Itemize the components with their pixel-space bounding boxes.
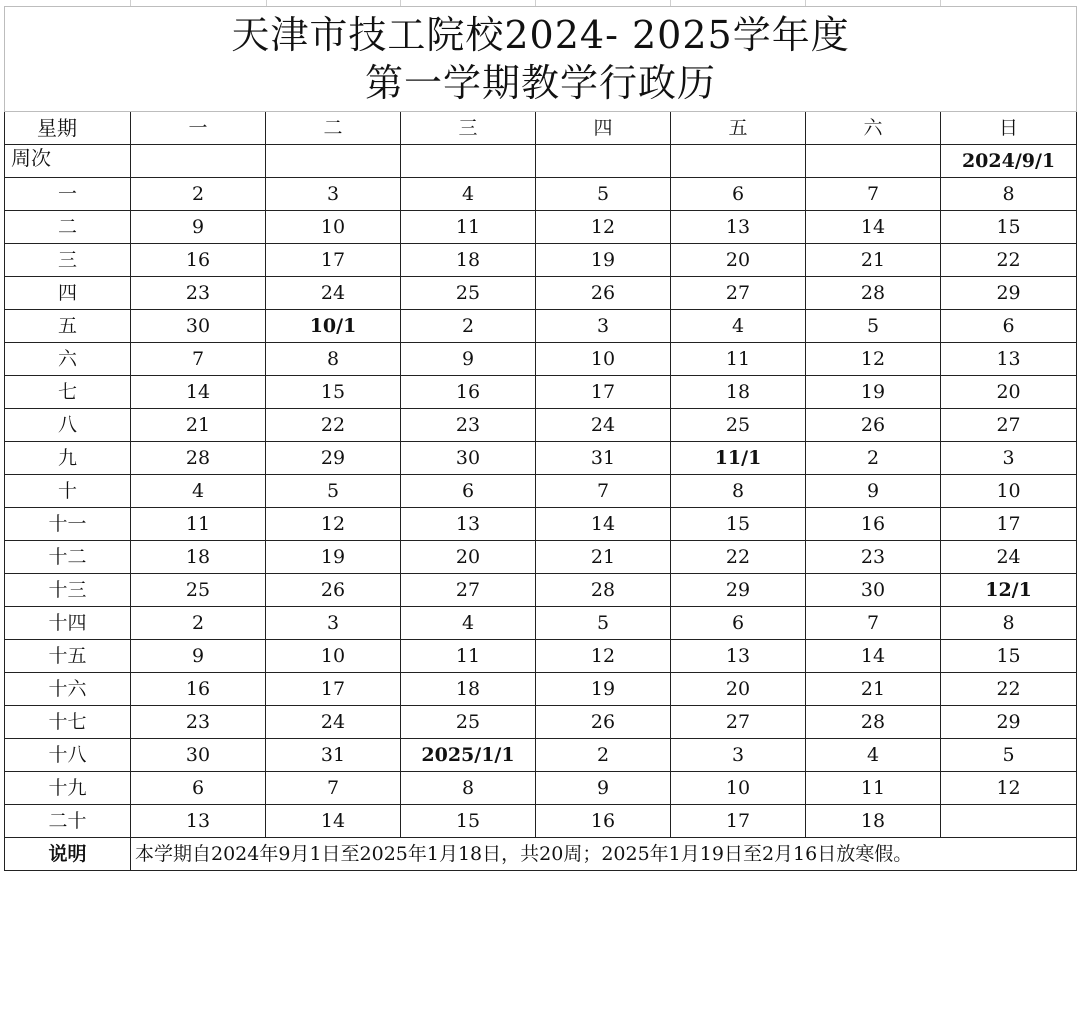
calendar-table (4, 6, 1077, 871)
date-cell: 3 (266, 178, 401, 211)
date-cell: 8 (941, 178, 1077, 211)
date-cell: 11 (131, 508, 266, 541)
date-cell: 13 (401, 508, 536, 541)
date-cell: 13 (671, 211, 806, 244)
page-title: 天津市技工院校2024- 2025学年度 (231, 13, 850, 57)
title-cell (5, 7, 1077, 112)
date-cell: 16 (131, 244, 266, 277)
date-cell: 11 (671, 343, 806, 376)
page-subtitle: 第一学期教学行政历 (365, 61, 717, 105)
date-cell (536, 145, 671, 178)
date-cell: 8 (941, 607, 1077, 640)
date-cell: 19 (266, 541, 401, 574)
date-cell: 14 (131, 376, 266, 409)
date-cell: 22 (941, 244, 1077, 277)
date-cell: 19 (536, 673, 671, 706)
week-label: 一 (5, 178, 131, 211)
date-cell: 25 (131, 574, 266, 607)
date-cell: 29 (266, 442, 401, 475)
date-cell: 19 (536, 244, 671, 277)
date-cell: 26 (536, 706, 671, 739)
date-cell: 17 (266, 244, 401, 277)
date-cell: 15 (401, 805, 536, 838)
week-label: 十一 (5, 508, 131, 541)
week-label: 十二 (5, 541, 131, 574)
date-cell: 18 (131, 541, 266, 574)
date-cell (806, 145, 941, 178)
week-row (5, 805, 1077, 838)
date-cell: 20 (941, 376, 1077, 409)
week-row (5, 442, 1077, 475)
week-label: 十七 (5, 706, 131, 739)
week-row (5, 574, 1077, 607)
start-row (5, 145, 1077, 178)
date-cell: 9 (131, 211, 266, 244)
date-cell: 5 (806, 310, 941, 343)
date-cell: 3 (536, 310, 671, 343)
date-cell: 21 (806, 244, 941, 277)
date-cell: 25 (401, 706, 536, 739)
date-cell: 31 (536, 442, 671, 475)
week-row (5, 772, 1077, 805)
week-row (5, 376, 1077, 409)
note-row (5, 838, 1077, 871)
date-cell: 22 (671, 541, 806, 574)
date-cell: 11 (806, 772, 941, 805)
week-label: 十六 (5, 673, 131, 706)
week-row (5, 343, 1077, 376)
date-cell: 9 (131, 640, 266, 673)
date-cell: 18 (401, 673, 536, 706)
date-cell: 10 (266, 211, 401, 244)
week-label: 八 (5, 409, 131, 442)
weekday-header: 四 (536, 112, 671, 145)
week-label: 十三 (5, 574, 131, 607)
date-cell: 19 (806, 376, 941, 409)
date-cell: 24 (941, 541, 1077, 574)
date-cell: 17 (536, 376, 671, 409)
date-cell: 20 (671, 244, 806, 277)
week-label: 二 (5, 211, 131, 244)
note-label: 说明 (5, 838, 131, 871)
date-cell: 4 (131, 475, 266, 508)
week-row (5, 277, 1077, 310)
date-cell: 30 (401, 442, 536, 475)
date-cell: 5 (266, 475, 401, 508)
date-cell: 7 (806, 607, 941, 640)
date-cell: 30 (806, 574, 941, 607)
weekday-header: 六 (806, 112, 941, 145)
date-cell: 10 (266, 640, 401, 673)
date-cell: 22 (941, 673, 1077, 706)
date-cell: 6 (671, 607, 806, 640)
week-row (5, 310, 1077, 343)
date-cell: 10 (941, 475, 1077, 508)
date-cell: 11 (401, 211, 536, 244)
week-label: 三 (5, 244, 131, 277)
date-cell: 7 (131, 343, 266, 376)
date-cell: 25 (671, 409, 806, 442)
week-row (5, 409, 1077, 442)
date-cell: 5 (536, 607, 671, 640)
date-cell: 21 (536, 541, 671, 574)
date-cell: 16 (536, 805, 671, 838)
date-cell: 9 (401, 343, 536, 376)
date-cell (941, 805, 1077, 838)
date-cell: 17 (671, 805, 806, 838)
date-cell: 18 (401, 244, 536, 277)
week-label: 七 (5, 376, 131, 409)
date-cell: 30 (131, 739, 266, 772)
date-cell: 23 (131, 277, 266, 310)
date-cell: 12 (806, 343, 941, 376)
date-cell: 4 (806, 739, 941, 772)
date-cell: 2 (536, 739, 671, 772)
corner-header-cell (5, 112, 131, 170)
date-cell: 3 (941, 442, 1077, 475)
date-cell: 17 (941, 508, 1077, 541)
date-cell: 10/1 (266, 310, 401, 343)
date-cell: 14 (536, 508, 671, 541)
date-cell: 30 (131, 310, 266, 343)
date-cell: 22 (266, 409, 401, 442)
corner-weekday-label: 星期 (37, 116, 77, 140)
date-cell: 8 (401, 772, 536, 805)
date-cell: 13 (131, 805, 266, 838)
date-cell: 16 (401, 376, 536, 409)
weekday-header: 三 (401, 112, 536, 145)
week-label: 二十 (5, 805, 131, 838)
date-cell: 15 (941, 640, 1077, 673)
date-cell: 16 (131, 673, 266, 706)
date-cell: 25 (401, 277, 536, 310)
date-cell: 24 (536, 409, 671, 442)
date-cell: 4 (401, 178, 536, 211)
date-cell: 12 (266, 508, 401, 541)
week-row (5, 508, 1077, 541)
date-cell: 2 (806, 442, 941, 475)
date-cell: 12/1 (941, 574, 1077, 607)
week-row (5, 640, 1077, 673)
corner-week-label: 周次 (11, 146, 51, 170)
weekday-header-row (5, 112, 1077, 145)
date-cell: 16 (806, 508, 941, 541)
date-cell: 31 (266, 739, 401, 772)
date-cell: 27 (401, 574, 536, 607)
date-cell: 12 (941, 772, 1077, 805)
date-cell: 6 (401, 475, 536, 508)
week-label: 十五 (5, 640, 131, 673)
date-cell: 3 (671, 739, 806, 772)
date-cell: 21 (806, 673, 941, 706)
date-cell: 9 (806, 475, 941, 508)
date-cell: 7 (266, 772, 401, 805)
date-cell: 2 (131, 607, 266, 640)
date-cell: 7 (806, 178, 941, 211)
weekday-header: 五 (671, 112, 806, 145)
date-cell (671, 145, 806, 178)
date-cell: 11/1 (671, 442, 806, 475)
date-cell: 27 (671, 277, 806, 310)
date-cell: 26 (806, 409, 941, 442)
date-cell: 8 (266, 343, 401, 376)
date-cell: 4 (671, 310, 806, 343)
date-cell: 14 (806, 211, 941, 244)
date-cell: 20 (671, 673, 806, 706)
date-cell: 15 (941, 211, 1077, 244)
date-cell: 2 (131, 178, 266, 211)
date-cell: 12 (536, 640, 671, 673)
week-label: 九 (5, 442, 131, 475)
date-cell: 8 (671, 475, 806, 508)
week-label: 六 (5, 343, 131, 376)
note-text: 本学期自2024年9月1日至2025年1月18日，共20周；2025年1月19日至2月16日放寒假。 (131, 838, 1077, 871)
date-cell: 24 (266, 706, 401, 739)
week-row (5, 178, 1077, 211)
week-label: 四 (5, 277, 131, 310)
date-cell: 3 (266, 607, 401, 640)
weekday-header: 一 (131, 112, 266, 145)
week-row (5, 673, 1077, 706)
date-cell: 2024/9/1 (941, 145, 1077, 178)
week-row (5, 541, 1077, 574)
date-cell: 23 (131, 706, 266, 739)
date-cell: 27 (671, 706, 806, 739)
date-cell: 26 (266, 574, 401, 607)
week-row (5, 607, 1077, 640)
date-cell: 24 (266, 277, 401, 310)
date-cell: 20 (401, 541, 536, 574)
date-cell: 15 (671, 508, 806, 541)
date-cell: 4 (401, 607, 536, 640)
date-cell: 10 (536, 343, 671, 376)
week-row (5, 475, 1077, 508)
date-cell: 28 (536, 574, 671, 607)
week-row (5, 211, 1077, 244)
date-cell: 5 (941, 739, 1077, 772)
date-cell: 27 (941, 409, 1077, 442)
date-cell: 23 (401, 409, 536, 442)
date-cell: 5 (536, 178, 671, 211)
date-cell: 11 (401, 640, 536, 673)
date-cell: 9 (536, 772, 671, 805)
week-label: 十四 (5, 607, 131, 640)
weekday-header: 日 (941, 112, 1077, 145)
week-label: 五 (5, 310, 131, 343)
date-cell: 28 (806, 706, 941, 739)
date-cell: 14 (266, 805, 401, 838)
date-cell: 18 (671, 376, 806, 409)
date-cell: 28 (131, 442, 266, 475)
date-cell: 2 (401, 310, 536, 343)
date-cell: 29 (671, 574, 806, 607)
date-cell (131, 145, 266, 178)
date-cell: 6 (131, 772, 266, 805)
date-cell: 21 (131, 409, 266, 442)
date-cell: 10 (671, 772, 806, 805)
date-cell: 18 (806, 805, 941, 838)
date-cell: 6 (941, 310, 1077, 343)
date-cell (401, 145, 536, 178)
date-cell (266, 145, 401, 178)
date-cell: 7 (536, 475, 671, 508)
date-cell: 29 (941, 277, 1077, 310)
week-row (5, 244, 1077, 277)
date-cell: 12 (536, 211, 671, 244)
date-cell: 13 (941, 343, 1077, 376)
date-cell: 17 (266, 673, 401, 706)
week-row (5, 739, 1077, 772)
date-cell: 14 (806, 640, 941, 673)
date-cell: 15 (266, 376, 401, 409)
week-label: 十八 (5, 739, 131, 772)
week-label: 十九 (5, 772, 131, 805)
date-cell: 23 (806, 541, 941, 574)
weekday-header: 二 (266, 112, 401, 145)
date-cell: 6 (671, 178, 806, 211)
date-cell: 2025/1/1 (401, 739, 536, 772)
week-label: 十 (5, 475, 131, 508)
date-cell: 29 (941, 706, 1077, 739)
date-cell: 13 (671, 640, 806, 673)
date-cell: 28 (806, 277, 941, 310)
week-row (5, 706, 1077, 739)
date-cell: 26 (536, 277, 671, 310)
